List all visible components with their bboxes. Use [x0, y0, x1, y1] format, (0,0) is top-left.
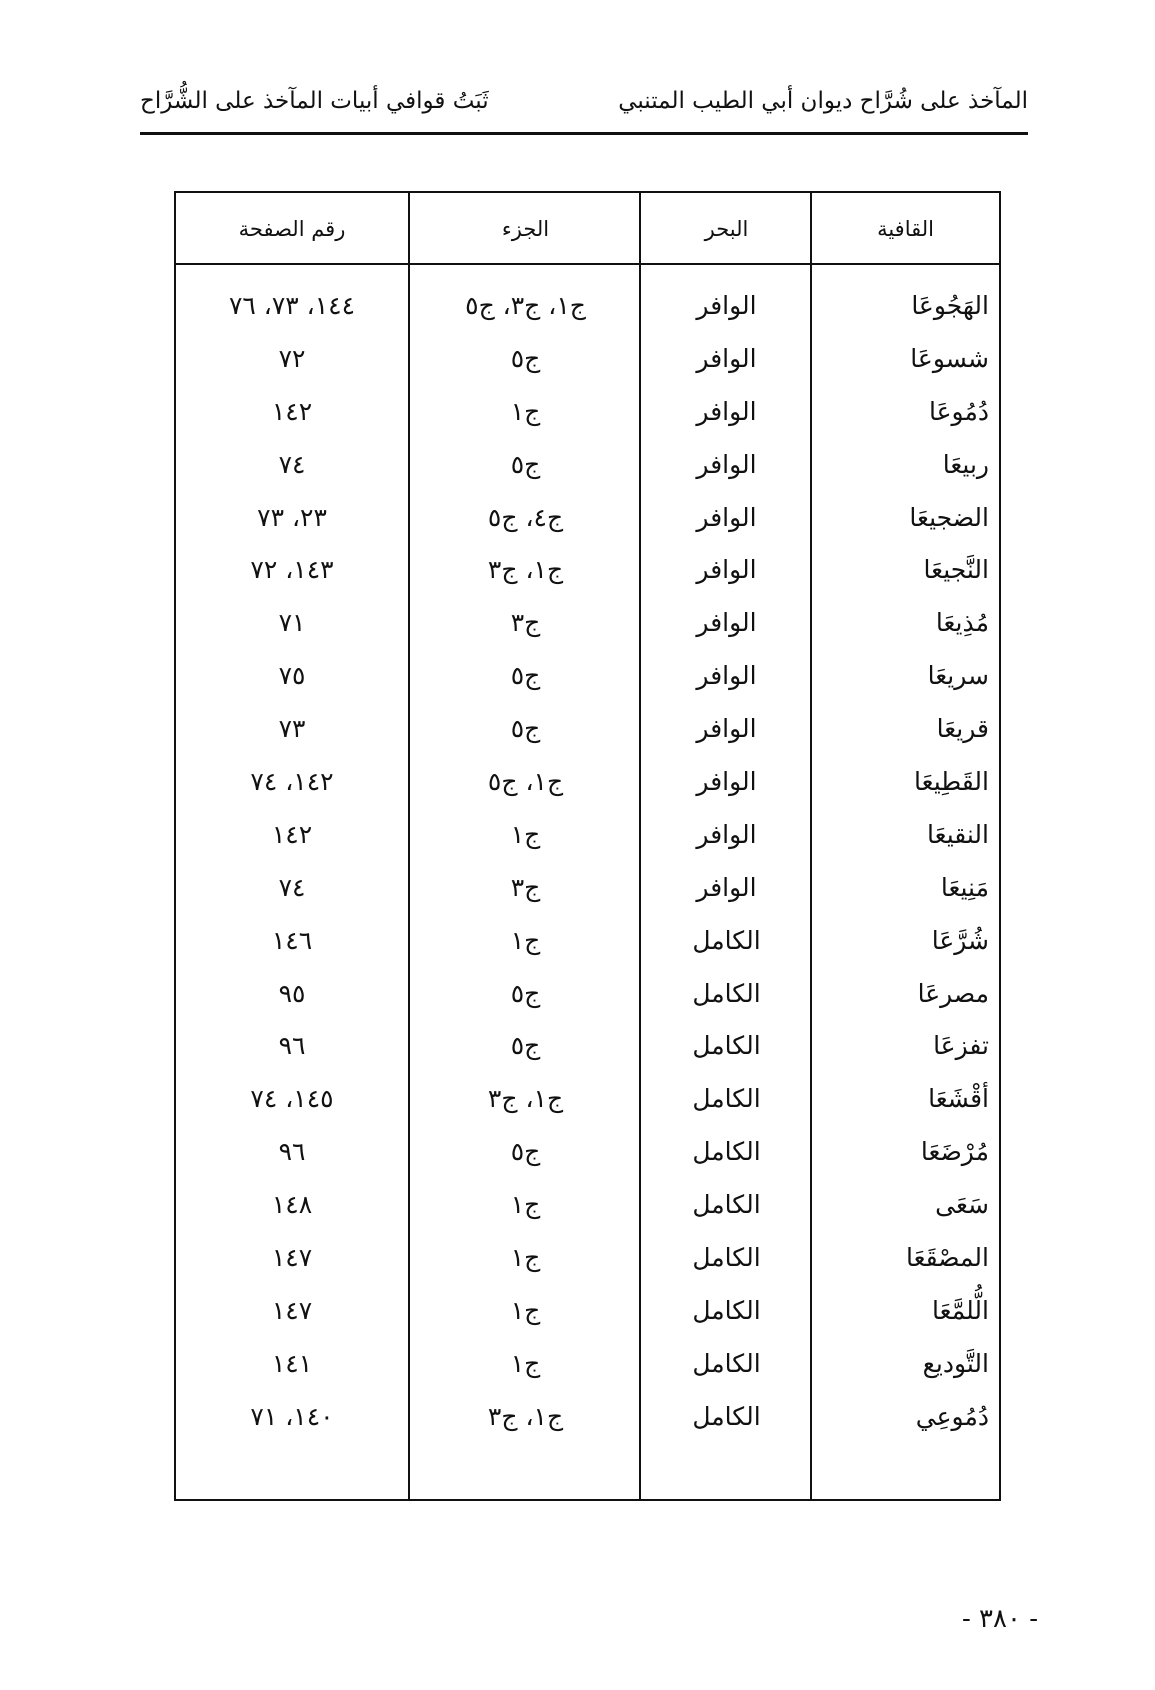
meter-cell: الكامل	[692, 1190, 761, 1220]
rhyme-cell: شسوعَا	[910, 343, 989, 373]
page-number-cell: ٢٣، ٧٣	[257, 502, 327, 532]
page-number-cell: ٩٦	[278, 1137, 306, 1167]
part-cell: ج٣	[510, 872, 541, 902]
rhyme-index-table	[174, 191, 1001, 1501]
page-number-cell: ٩٥	[278, 978, 306, 1008]
part-cell: ج١	[510, 1348, 541, 1378]
rhyme-cell: مُذِيعَا	[935, 608, 989, 638]
rhyme-cell: سَعَى	[935, 1190, 989, 1220]
page-number-cell: ١٤٨	[271, 1190, 313, 1220]
meter-cell: الكامل	[692, 1031, 761, 1061]
table-row	[176, 1125, 999, 1178]
page-number-cell: ١٤٠، ٧١	[250, 1401, 334, 1431]
part-cell: ج١، ج٣، ج٥	[465, 290, 586, 320]
page-number-cell: ١٤٧	[271, 1295, 313, 1325]
table-row	[176, 1284, 999, 1337]
rhyme-cell: مَنِيعَا	[940, 872, 989, 902]
meter-cell: الكامل	[692, 1084, 761, 1114]
meter-cell: الوافر	[696, 819, 757, 849]
rhyme-cell: مصرعَا	[917, 978, 989, 1008]
page-number-cell: ١٤٢، ٧٤	[250, 766, 334, 796]
rhyme-cell: النقيعَا	[927, 819, 989, 849]
book-title: المآخذ على شُرَّاح ديوان أبي الطيب المتنبي	[618, 88, 1028, 114]
part-cell: ج١	[510, 925, 541, 955]
rhyme-cell: تفزعَا	[933, 1031, 989, 1061]
part-cell: ج١، ج٣	[487, 1084, 564, 1114]
table-row	[176, 279, 999, 332]
part-cell: ج٤، ج٥	[487, 502, 564, 532]
page-number-cell: ٧٣	[278, 714, 306, 744]
page-number-cell: ١٤٥، ٧٤	[250, 1084, 334, 1114]
part-cell: ج٥	[510, 1031, 541, 1061]
part-cell: ج١، ج٣	[487, 555, 564, 585]
rhyme-cell: دُمُوعِي	[915, 1401, 989, 1431]
part-cell: ج٥	[510, 1137, 541, 1167]
meter-cell: الوافر	[696, 661, 757, 691]
part-cell: ج١	[510, 396, 541, 426]
meter-cell: الوافر	[696, 449, 757, 479]
table-row	[176, 1337, 999, 1390]
meter-cell: الكامل	[692, 1295, 761, 1325]
page-number-cell: ١٤٦	[271, 925, 313, 955]
page-number-cell: ١٤٢	[271, 819, 313, 849]
rhyme-cell: دُمُوعَا	[929, 396, 989, 426]
meter-cell: الوافر	[696, 343, 757, 373]
part-cell: ج١	[510, 1242, 541, 1272]
rhyme-cell: أقْشَعَا	[928, 1084, 989, 1114]
meter-cell: الكامل	[692, 1137, 761, 1167]
page-number-cell: ٩٦	[278, 1031, 306, 1061]
page-header	[140, 78, 1028, 135]
table-row	[176, 1390, 999, 1443]
table-row	[176, 702, 999, 755]
rhyme-cell: مُرْضَعَا	[920, 1137, 989, 1167]
table-row	[176, 438, 999, 491]
part-cell: ج٣	[510, 608, 541, 638]
page-number-cell: ١٤٤، ٧٣، ٧٦	[228, 290, 356, 320]
page-number-cell: ٧٢	[278, 343, 306, 373]
rhyme-cell: القَطِيعَا	[914, 766, 989, 796]
page-number-cell: ٧٤	[278, 872, 306, 902]
page-number-cell: ١٤٧	[271, 1242, 313, 1272]
column-header-rhyme: القافية	[877, 217, 934, 241]
table-row	[176, 861, 999, 914]
column-header-part: الجزء	[501, 217, 550, 241]
rhyme-cell: التَّوديع	[922, 1348, 989, 1378]
meter-cell: الكامل	[692, 1242, 761, 1272]
rhyme-cell: ربيعَا	[942, 449, 989, 479]
table-row	[176, 596, 999, 649]
part-cell: ج٥	[510, 343, 541, 373]
meter-cell: الوافر	[696, 608, 757, 638]
rhyme-cell: سريعَا	[927, 661, 989, 691]
meter-cell: الوافر	[696, 290, 757, 320]
table-row	[176, 1072, 999, 1125]
page-number-cell: ١٤٢	[271, 396, 313, 426]
meter-cell: الوافر	[696, 502, 757, 532]
table-row	[176, 491, 999, 544]
part-cell: ج١	[510, 1295, 541, 1325]
page-number-cell: ٧٥	[278, 661, 306, 691]
section-title: ثَبَتُ قوافي أبيات المآخذ على الشُّرَّاح	[140, 88, 489, 114]
table-row	[176, 649, 999, 702]
page-number: - ٣٨٠ -	[961, 1604, 1038, 1634]
part-cell: ج١، ج٣	[487, 1401, 564, 1431]
table-row	[176, 914, 999, 967]
table-row	[176, 332, 999, 385]
rhyme-cell: شُرَّعَا	[931, 925, 989, 955]
meter-cell: الكامل	[692, 1348, 761, 1378]
rhyme-cell: النَّجيعَا	[923, 555, 989, 585]
column-header-page: رقم الصفحة	[238, 217, 346, 241]
table-header-row	[176, 193, 999, 265]
meter-cell: الكامل	[692, 925, 761, 955]
part-cell: ج٥	[510, 978, 541, 1008]
part-cell: ج١	[510, 819, 541, 849]
part-cell: ج٥	[510, 714, 541, 744]
table-row	[176, 808, 999, 861]
table-body	[176, 279, 999, 1443]
part-cell: ج٥	[510, 449, 541, 479]
column-header-meter: البحر	[704, 217, 749, 241]
rhyme-cell: قريعَا	[936, 714, 989, 744]
meter-cell: الوافر	[696, 872, 757, 902]
page-number-cell: ٧٤	[278, 449, 306, 479]
meter-cell: الوافر	[696, 766, 757, 796]
meter-cell: الوافر	[696, 555, 757, 585]
part-cell: ج١	[510, 1190, 541, 1220]
table-row	[176, 755, 999, 808]
rhyme-cell: الُّلمَّعَا	[932, 1295, 989, 1325]
meter-cell: الكامل	[692, 978, 761, 1008]
part-cell: ج١، ج٥	[487, 766, 564, 796]
table-row	[176, 967, 999, 1020]
rhyme-cell: الضجيعَا	[909, 502, 989, 532]
table-row	[176, 385, 999, 438]
table-row	[176, 1231, 999, 1284]
table-row	[176, 1178, 999, 1231]
meter-cell: الوافر	[696, 396, 757, 426]
rhyme-cell: المصْقَعَا	[905, 1242, 989, 1272]
part-cell: ج٥	[510, 661, 541, 691]
page-number-cell: ٧١	[278, 608, 306, 638]
rhyme-cell: الهَجُوعَا	[911, 290, 989, 320]
meter-cell: الوافر	[696, 714, 757, 744]
meter-cell: الكامل	[692, 1401, 761, 1431]
page-number-cell: ١٤٣، ٧٢	[250, 555, 334, 585]
table-row	[176, 543, 999, 596]
page-number-cell: ١٤١	[271, 1348, 313, 1378]
table-row	[176, 1019, 999, 1072]
